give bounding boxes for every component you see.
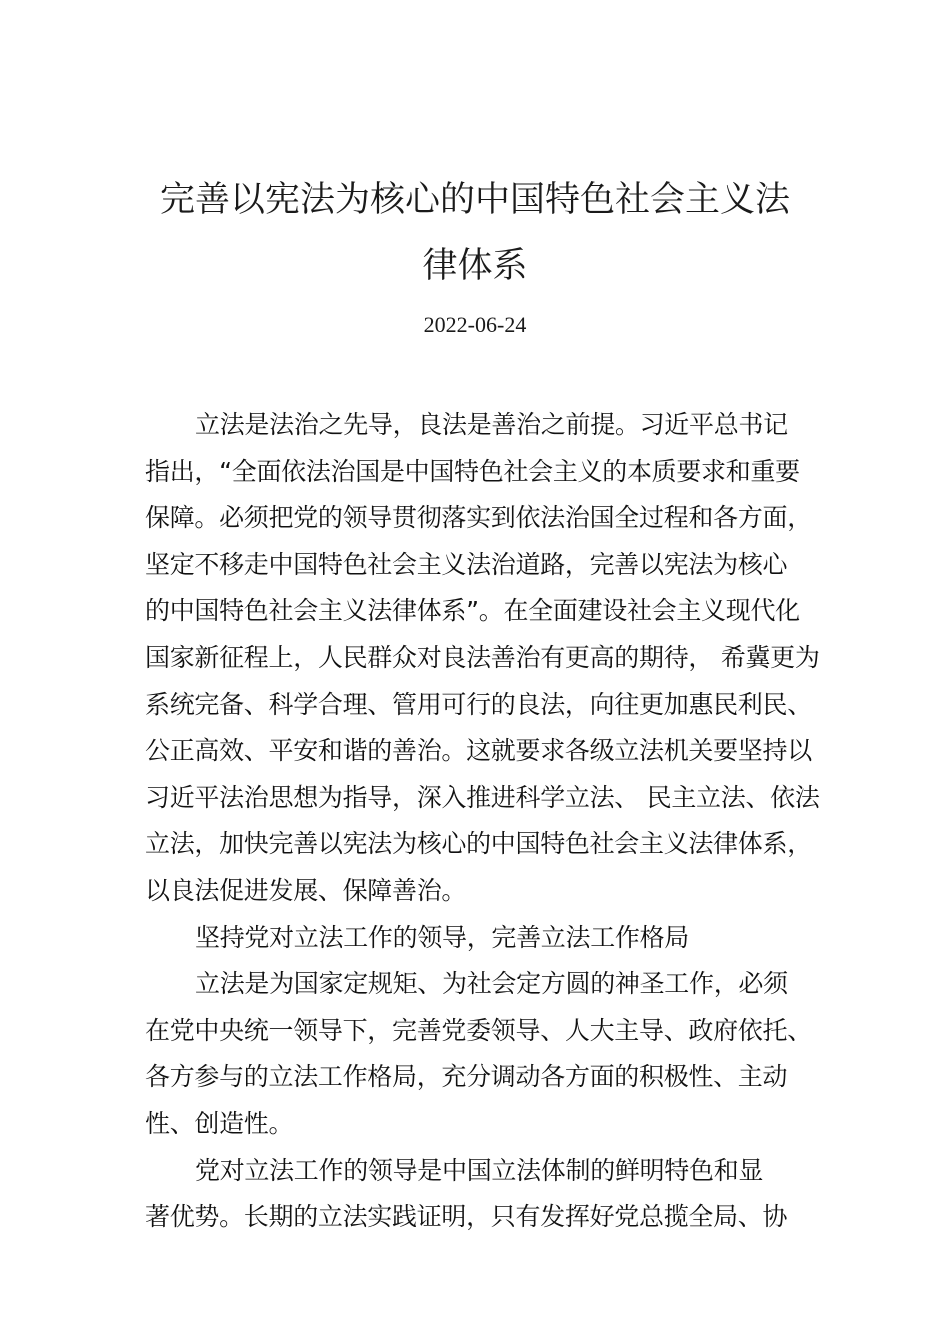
document-title-line-2: 律体系 bbox=[422, 246, 528, 286]
body-line: 以良法促进发展、保障善治。 bbox=[145, 876, 467, 905]
body-line: 立法，加快完善以宪法为核心的中国特色社会主义法律体系， bbox=[145, 829, 812, 858]
body-line: 党对立法工作的领导是中国立法体制的鲜明特色和显 bbox=[195, 1156, 764, 1185]
body-line: 坚持党对立法工作的领导，完善立法工作格局 bbox=[195, 923, 690, 952]
body-line: 保障。必须把党的领导贯彻落实到依法治国全过程和各方面， bbox=[145, 503, 812, 532]
body-line: 国家新征程上，人民群众对良法善治有更高的期待， 希冀更为 bbox=[145, 643, 820, 672]
document-title-line-1: 完善以宪法为核心的中国特色社会主义法 bbox=[159, 180, 790, 220]
body-line: 指出，“全面依法治国是中国特色社会主义的本质要求和重要 bbox=[145, 457, 800, 486]
body-line: 坚定不移走中国特色社会主义法治道路，完善以宪法为核心 bbox=[145, 550, 788, 579]
document-date: 2022-06-24 bbox=[423, 312, 527, 337]
body-line: 在党中央统一领导下，完善党委领导、人大主导、政府依托、 bbox=[145, 1016, 812, 1045]
body-line: 立法是法治之先导，良法是善治之前提。习近平总书记 bbox=[195, 410, 788, 439]
body-line: 系统完备、科学合理、管用可行的良法，向往更加惠民利民、 bbox=[145, 690, 812, 719]
body-line: 各方参与的立法工作格局，充分调动各方面的积极性、主动 bbox=[145, 1062, 788, 1091]
body-line: 的中国特色社会主义法律体系”。在全面建设社会主义现代化 bbox=[145, 596, 800, 625]
body-line: 性、创造性。 bbox=[145, 1109, 294, 1138]
body-line: 著优势。长期的立法实践证明，只有发挥好党总揽全局、协 bbox=[145, 1202, 788, 1231]
body-line: 立法是为国家定规矩、为社会定方圆的神圣工作，必须 bbox=[195, 969, 788, 998]
body-line: 习近平法治思想为指导，深入推进科学立法、 民主立法、依法 bbox=[145, 783, 820, 812]
body-line: 公正高效、平安和谐的善治。这就要求各级立法机关要坚持以 bbox=[145, 736, 812, 765]
